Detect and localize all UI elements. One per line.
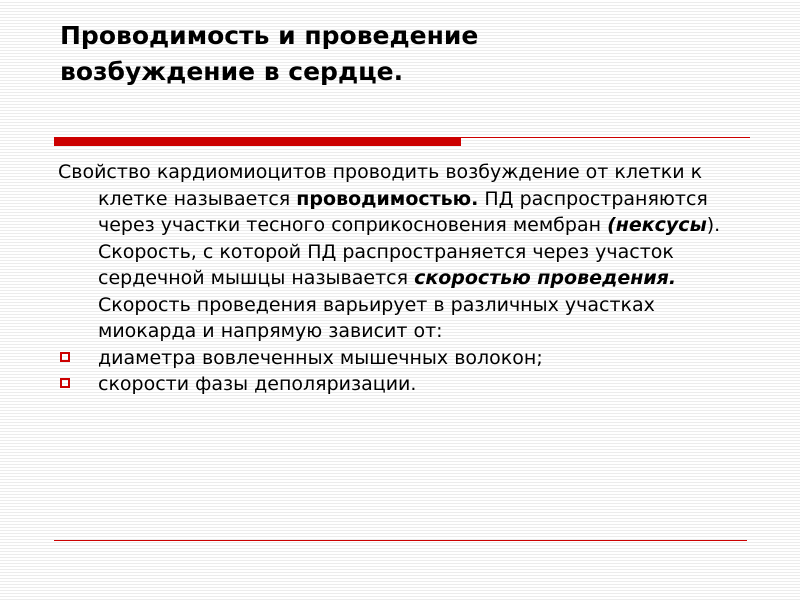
bullet-text: скорости фазы деполяризации. — [98, 373, 417, 395]
hollow-square-bullet-icon — [60, 352, 70, 362]
slide-title-line-1: Проводимость и проведение — [60, 21, 479, 50]
term-conduction-velocity: скоростью проведения. — [414, 267, 677, 289]
footer-divider-line — [54, 540, 747, 541]
slide-title-line-2: возбуждение в сердце. — [60, 57, 404, 86]
slide-content — [58, 159, 748, 398]
body-text-1: Свойство кардиомиоцитов проводить возбуждение от клетки к клетке называется — [58, 161, 703, 210]
bullet-item — [58, 371, 748, 398]
body-text-4: Скорость проведения варьирует в различных участках миокарда и напрямую зависит от: — [98, 293, 655, 342]
term-nexuses: (нексусы — [607, 214, 707, 236]
bullet-text: диаметра вовлеченных мышечных волокон; — [98, 346, 543, 369]
body-text-2: ПД распространяются через участки тесного соприкосновения мембран — [98, 187, 708, 236]
body-text-3: ). Скорость, с которой ПД распространяется через участок сердечной мышцы называется — [98, 214, 721, 289]
bullet-item — [58, 345, 748, 372]
hollow-square-bullet-icon — [60, 378, 70, 388]
term-conductivity: проводимостью. — [296, 187, 479, 210]
body-paragraph — [58, 159, 748, 345]
slide-title — [60, 18, 760, 90]
title-divider-thick-bar — [54, 138, 461, 146]
